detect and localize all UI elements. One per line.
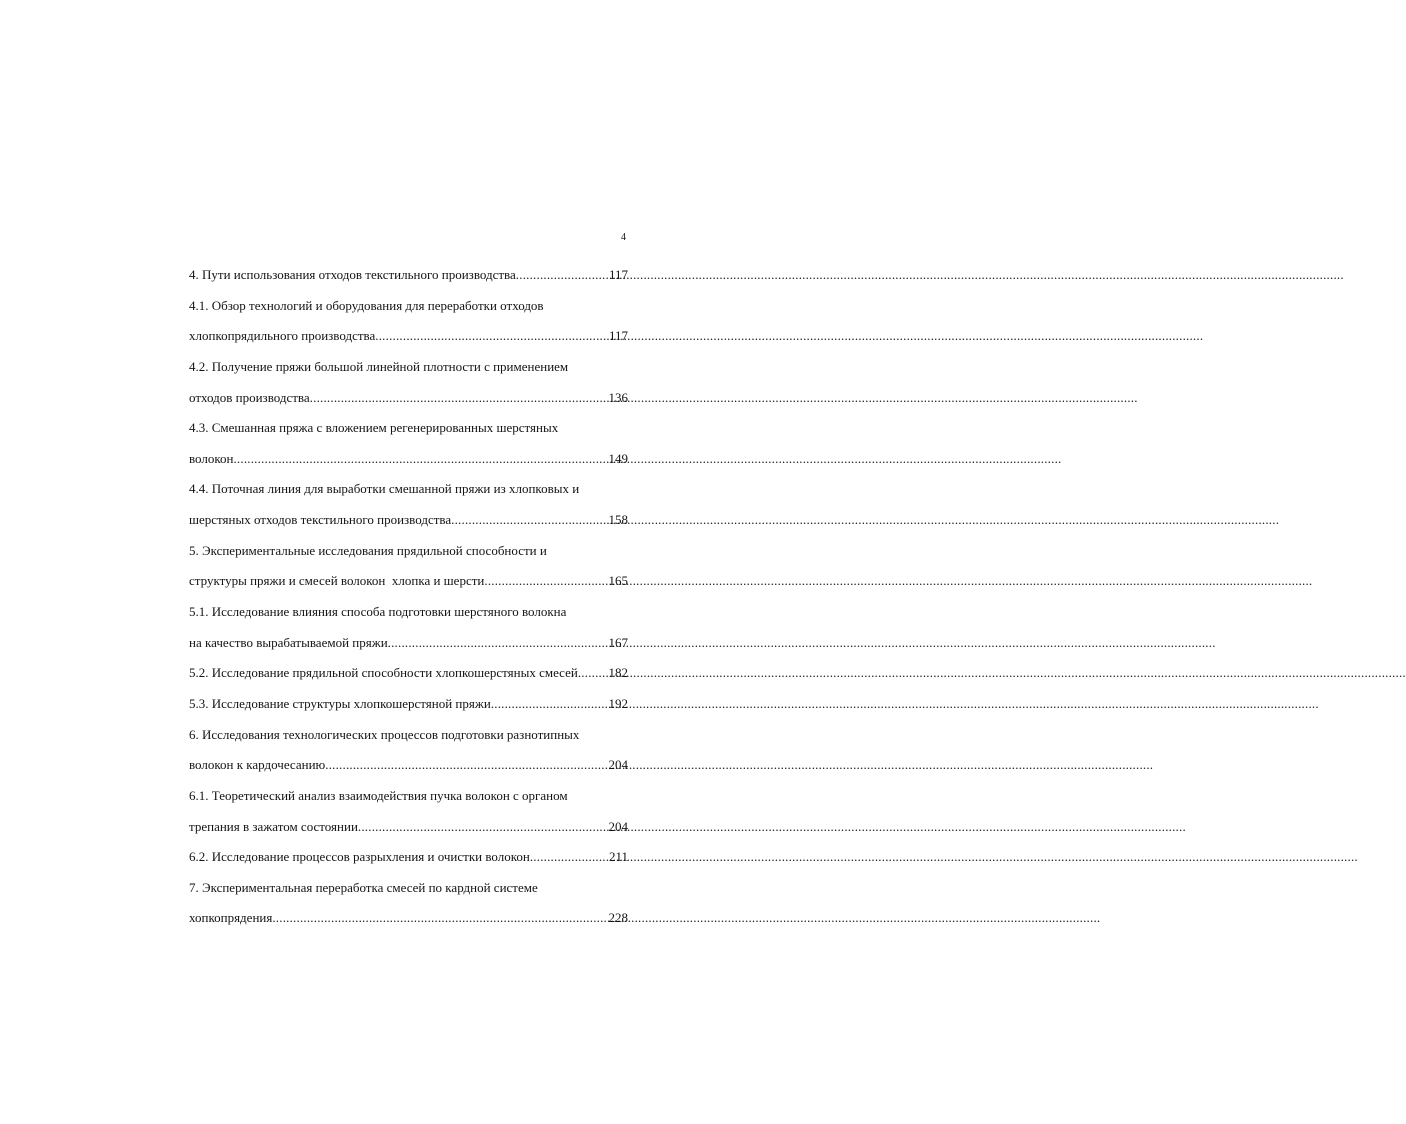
table-of-contents <box>189 260 628 934</box>
toc-entry <box>189 873 628 934</box>
toc-entry <box>189 260 628 291</box>
toc-line <box>189 812 628 843</box>
toc-line <box>189 260 628 291</box>
toc-entry-title: 6. Исследования технологических процессов подготовки разнотипных <box>189 726 580 742</box>
toc-page-ref: 204 <box>608 757 628 773</box>
toc-page-ref: 211 <box>608 849 628 865</box>
toc-line <box>189 873 628 904</box>
toc-entry-title: 4.1. Обзор технологий и оборудования для переработки отходов <box>189 297 544 313</box>
toc-page-ref: 117 <box>608 328 628 344</box>
toc-line <box>189 383 628 414</box>
toc-line <box>189 597 628 628</box>
toc-entry <box>189 597 628 658</box>
dot-leader <box>233 444 608 475</box>
dot-leader <box>388 628 609 659</box>
toc-entry-title: 5.3. Исследование структуры хлопкошерстяной пряжи <box>189 695 491 711</box>
toc-page-ref: 228 <box>608 910 628 926</box>
toc-entry-title: шерстяных отходов текстильного производства <box>189 512 452 528</box>
dot-leader <box>325 750 608 781</box>
dot-leader <box>484 566 608 597</box>
toc-page-ref: 149 <box>608 450 628 466</box>
dot-leader <box>530 842 609 873</box>
toc-page-ref: 117 <box>608 267 628 282</box>
toc-entry-title: 6.1. Теоретический анализ взаимодействия пучка волокон с органом <box>189 787 568 803</box>
toc-line <box>189 474 628 505</box>
toc-line <box>189 352 628 383</box>
toc-entry-title: 4. Пути использования отходов текстильного производства <box>189 267 516 282</box>
dot-leader <box>375 321 609 352</box>
toc-line <box>189 628 628 659</box>
toc-entry <box>189 689 628 720</box>
toc-entry-title: 5. Экспериментальные исследования прядильной способности и <box>189 542 547 558</box>
toc-entry-title: 4.3. Смешанная пряжа с вложением регенерированных шерстяных <box>189 420 559 436</box>
toc-line <box>189 291 628 322</box>
toc-page-ref: 165 <box>608 573 628 589</box>
toc-page-ref: 182 <box>608 665 628 681</box>
toc-line <box>189 536 628 567</box>
toc-entry <box>189 352 628 413</box>
toc-line <box>189 658 628 689</box>
toc-entry-title: 7. Экспериментальная переработка смесей по кардной системе <box>189 879 538 895</box>
toc-page-ref: 136 <box>608 389 628 405</box>
page-number: 4 <box>621 232 626 243</box>
toc-entry-title: отходов производства <box>189 389 310 405</box>
toc-line <box>189 566 628 597</box>
toc-page-ref: 204 <box>608 818 628 834</box>
toc-entry <box>189 413 628 474</box>
toc-line <box>189 689 628 720</box>
toc-entry-title: трепания в зажатом состоянии <box>189 818 358 834</box>
toc-line <box>189 720 628 751</box>
toc-entry-title: 5.2. Исследование прядильной способности хлопкошерстяных смесей <box>189 665 578 681</box>
dot-leader <box>516 260 609 291</box>
toc-entry-title: 4.2. Получение пряжи большой линейной плотности с применением <box>189 358 569 374</box>
toc-line <box>189 781 628 812</box>
toc-entry-title: волокон <box>189 450 234 466</box>
dot-leader <box>578 658 609 689</box>
toc-entry <box>189 842 628 873</box>
toc-page-ref: 167 <box>608 634 628 650</box>
dot-leader <box>451 505 608 536</box>
toc-entry <box>189 658 628 689</box>
toc-entry-title: 6.2. Исследование процессов разрыхления и очистки волокон <box>189 849 530 865</box>
toc-line <box>189 444 628 475</box>
dot-leader <box>310 383 609 414</box>
toc-line <box>189 903 628 934</box>
toc-line <box>189 413 628 444</box>
toc-line <box>189 505 628 536</box>
toc-page-ref: 192 <box>608 695 628 711</box>
toc-entry-title: 4.4. Поточная линия для выработки смешанной пряжи из хлопковых и <box>189 481 580 497</box>
toc-entry <box>189 291 628 352</box>
toc-entry <box>189 781 628 842</box>
toc-entry-title: волокон к кардочесанию <box>189 757 326 773</box>
dot-leader <box>272 903 608 934</box>
toc-entry-title: структуры пряжи и смесей волокон хлопка и шерсти <box>189 573 485 589</box>
toc-line <box>189 321 628 352</box>
toc-line <box>189 750 628 781</box>
toc-entry <box>189 474 628 535</box>
toc-entry-title: хопкопрядения <box>189 910 273 926</box>
toc-entry-title: хлопкопрядильного производства <box>189 328 376 344</box>
toc-page-ref: 158 <box>608 512 628 528</box>
toc-line <box>189 842 628 873</box>
toc-entry-title: на качество вырабатываемой пряжи <box>189 634 388 650</box>
dot-leader <box>491 689 609 720</box>
dot-leader <box>358 812 609 843</box>
toc-entry <box>189 536 628 597</box>
toc-entry <box>189 720 628 781</box>
toc-entry-title: 5.1. Исследование влияния способа подготовки шерстяного волокна <box>189 604 567 620</box>
